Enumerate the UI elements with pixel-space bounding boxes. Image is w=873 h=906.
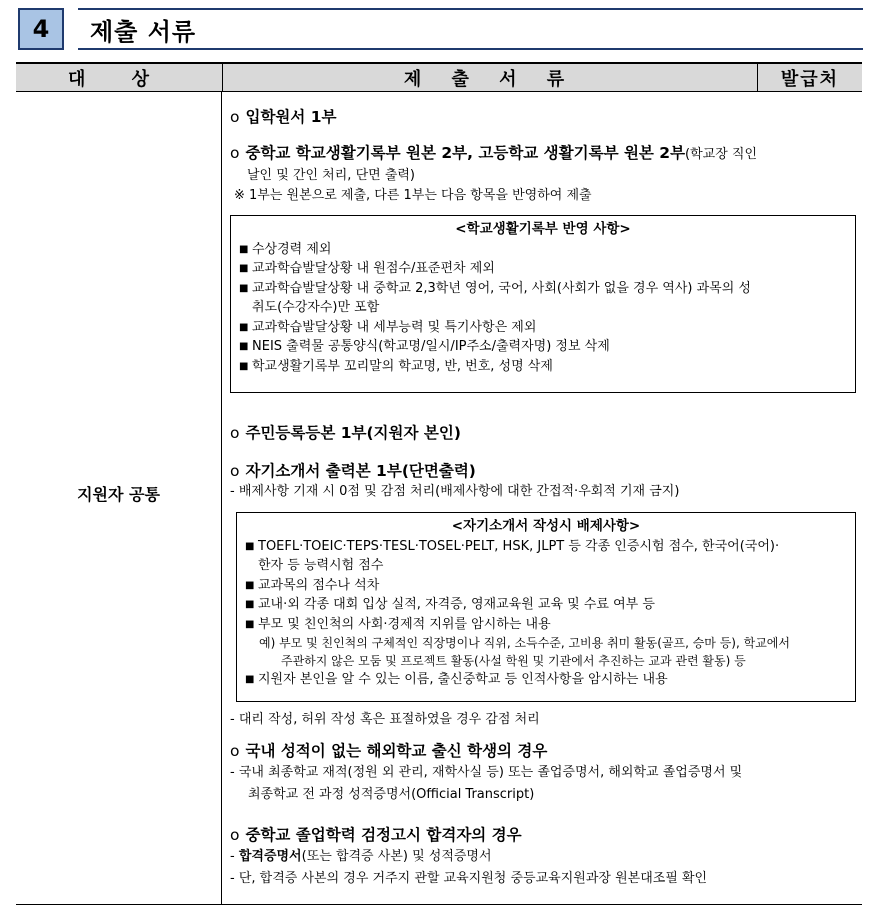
item-ged: o 중학교 졸업학력 검정고시 합격자의 경우 - 합격증명서(또는 합격증 사본) 및 성적증명서 - 단, 합격증 사본의 경우 거주지 관할 교육지원청 중등교육지원과장 원본대조필 확인 [230, 826, 708, 886]
item-overseas: o 국내 성적이 없는 해외학교 출신 학생의 경우 - 국내 최종학교 재적(정원 외 관리, 재학사실 등) 또는 졸업증명서, 해외학교 졸업증명서 및 최종학교 전 과정 성적증명서(Official Transcript) [230, 742, 743, 802]
target-cell: 지원자 공통 [77, 485, 160, 504]
record-reflection-box [230, 215, 856, 393]
documents-table [16, 62, 862, 905]
box1-title: <학교생활기록부 반영 사항> [455, 221, 631, 237]
list-item: ■ 교과학습발달상황 내 원점수/표준편차 제외 [239, 259, 847, 279]
list-item: ■ 교내·외 각종 대회 입상 실적, 자격증, 영재교육원 교육 및 수료 여부 등 [245, 595, 847, 615]
item-school-record: o 중학교 학교생활기록부 원본 2부, 고등학교 생활기록부 원본 2부(학교장 직인 날인 및 간인 처리, 단면 출력) ※ 1부는 원본으로 제출, 다른 1부는 다음 항목을 반영하여 제출 [230, 144, 758, 203]
box2-title: <자기소개서 작성시 배제사항> [451, 518, 641, 534]
table-bottom-line [16, 904, 862, 905]
essay-note-2: - 대리 작성, 허위 작성 혹은 표절하였을 경우 감점 처리 [230, 712, 540, 727]
example-line-2: 주관하지 않은 모둠 및 프로젝트 활동(사설 학원 및 기관에서 추진하는 교과 관련 활동) 등 [281, 654, 746, 668]
essay-exclusion-box [236, 512, 856, 702]
list-item: ■ 부모 및 친인척의 사회·경제적 지위를 암시하는 내용 [245, 615, 847, 635]
col-header-docs: 제 출 서 류 [222, 64, 757, 92]
col-header-issuer: 발급처 [757, 64, 862, 92]
list-item: ■ TOEFL·TOEIC·TEPS·TESL·TOSEL·PELT, HSK, JLPT 등 각종 인증시험 점수, 한국어(국어)· 한자 등 능력시험 점수 [245, 537, 847, 576]
list-item: ■ 수상경력 제외 [239, 240, 847, 260]
item-resident: o 주민등록등본 1부(지원자 본인) [230, 424, 461, 442]
header-bottom-line [78, 48, 863, 50]
list-item: ■ 교과학습발달상황 내 세부능력 및 특기사항은 제외 [239, 318, 847, 338]
list-item: ■ 지원자 본인을 알 수 있는 이름, 출신중학교 등 인적사항을 암시하는 내용 [245, 670, 847, 690]
section-title: 제출 서류 [90, 18, 197, 46]
item-application: o 입학원서 1부 [230, 108, 337, 126]
list-item: ■ 교과학습발달상황 내 중학교 2,3학년 영어, 국어, 사회(사회가 없을 경우 역사) 과목의 성 취도(수강자수)만 포함 [239, 279, 847, 318]
header-top-line [78, 8, 863, 10]
list-item: ■ 교과목의 점수나 석차 [245, 576, 847, 596]
list-item: ■ 학교생활기록부 꼬리말의 학교명, 반, 번호, 성명 삭제 [239, 357, 847, 377]
col-header-target: 대 상 [67, 69, 170, 90]
item-essay: o 자기소개서 출력본 1부(단면출력) - 배제사항 기재 시 0점 및 감점 처리(배제사항에 대한 간접적·우회적 기재 금지) [230, 462, 680, 499]
example-line-1: 예) 부모 및 친인척의 구체적인 직장명이나 직위, 소득수준, 고비용 취미 활동(골프, 승마 등), 학교에서 [259, 636, 790, 650]
section-header [18, 8, 863, 53]
section-number: 4 [18, 8, 64, 50]
table-header [16, 62, 862, 92]
column-divider [221, 92, 222, 904]
list-item: ■ NEIS 출력물 공통양식(학교명/일시/IP주소/출력자명) 정보 삭제 [239, 337, 847, 357]
